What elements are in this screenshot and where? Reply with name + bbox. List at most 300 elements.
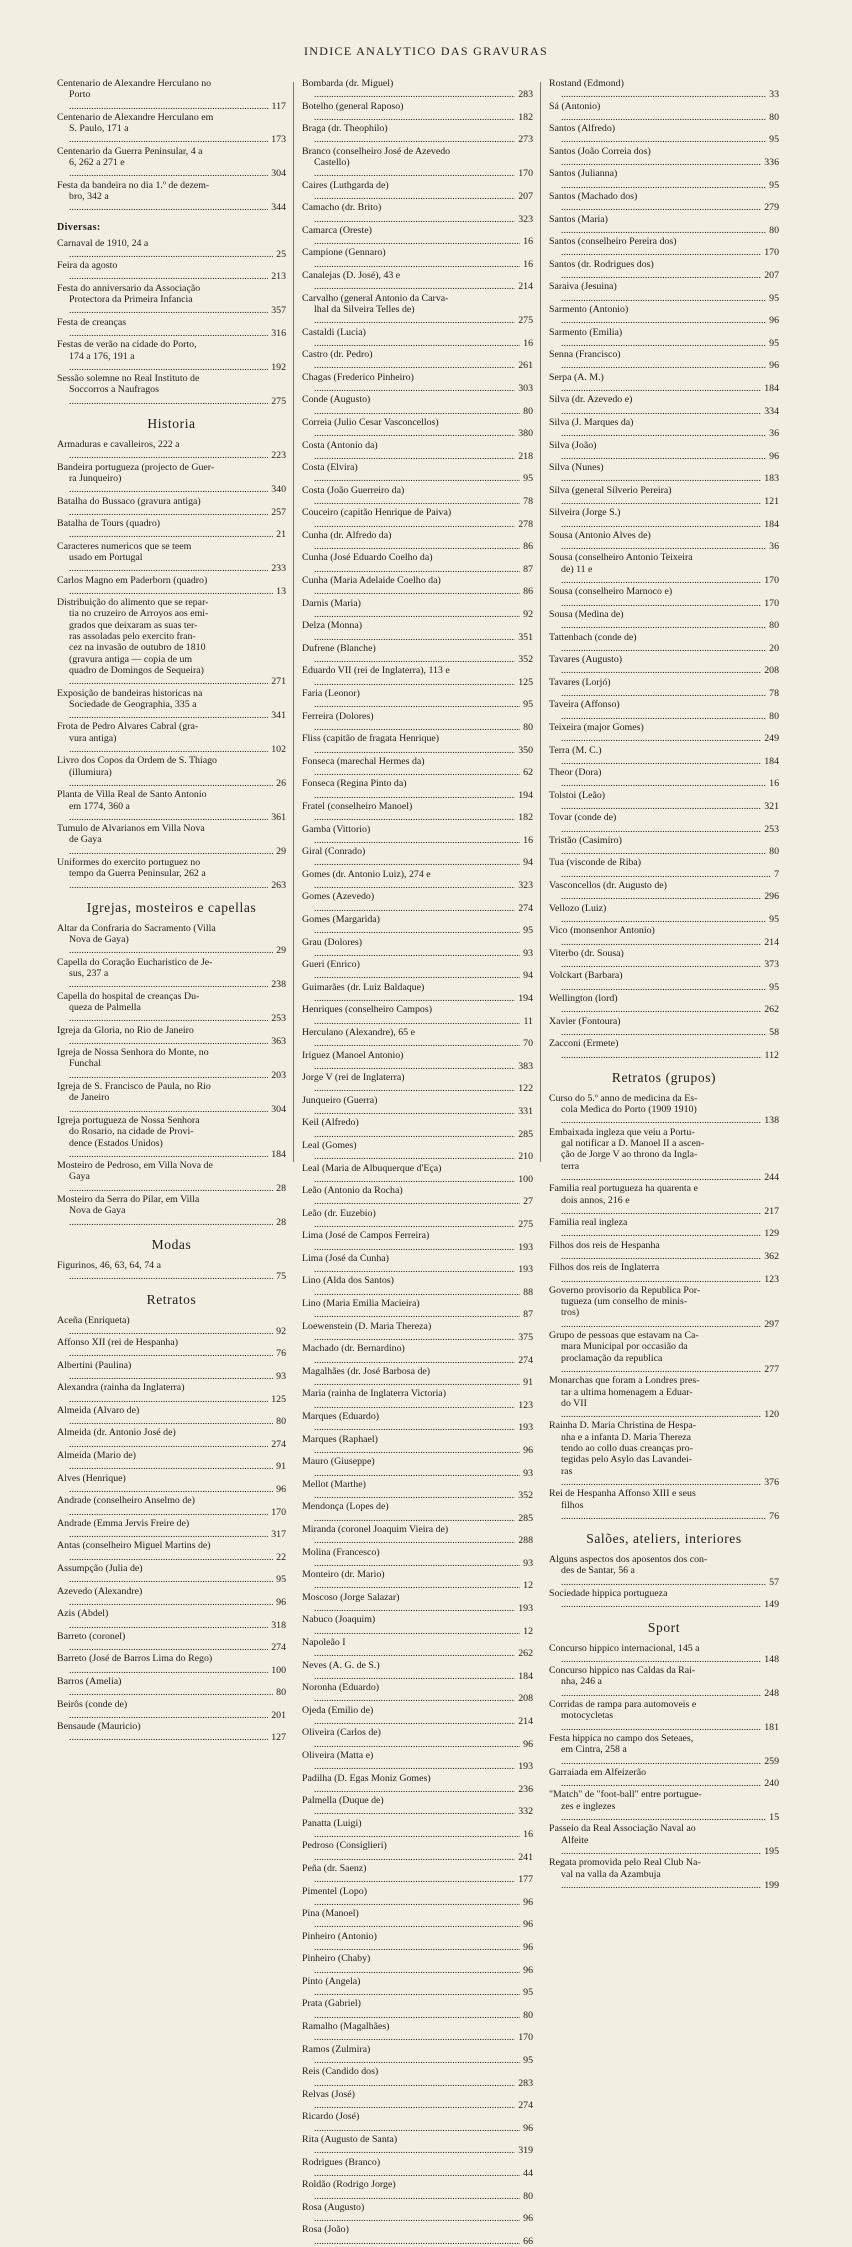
entry-title: Zacconi (Ermete) ..... [549,1038,753,1061]
entry-page-number: 273 [515,134,533,145]
entry-title: Saraiva (Jesuina) ..... [549,281,753,304]
index-entry [57,339,286,373]
entry-title: Fonseca (Regina Pinto da) ..... [302,778,507,801]
index-entry [302,1931,533,1954]
entry-title: Darnis (Maria) ..... [302,598,507,621]
entry-page-number: 92 [273,1326,286,1337]
entry-page-number: 95 [520,473,533,484]
index-entry [57,1360,286,1383]
entry-page-number: 125 [515,677,533,688]
entry-page-number: 297 [761,1319,779,1330]
entry-title: Panatta (Luigi) ..... [302,1818,507,1841]
entry-page-number: 12 [520,1580,533,1591]
index-entry [302,1953,533,1976]
entry-title: Festa do anniversario da Associação Protectora da Primeira Infancia ..... [57,283,260,317]
entry-page-number: 177 [515,1874,533,1885]
index-entry [57,1473,286,1496]
entry-title: Branco (conselheiro José de Azevedo Castello) ..... [302,146,507,180]
entry-title: Feira da agosto ..... [57,260,260,283]
entry-page-number: 357 [268,305,286,316]
index-entry [549,530,779,553]
entry-title: Concurso hippico internacional, 145 a ..... [549,1643,753,1666]
entry-page-number: 304 [268,1104,286,1115]
index-entry [302,1366,533,1389]
index-entry [549,304,779,327]
entry-page-number: 201 [268,1710,286,1721]
entry-title: Guimarães (dr. Luiz Baldaque) ..... [302,982,507,1005]
entry-page-number: 93 [273,1371,286,1382]
entry-page-number: 275 [515,1219,533,1230]
entry-title: Regata promovida pelo Real Club Na- val na valla da Azambuja ..... [549,1857,753,1891]
index-entry [549,1588,779,1611]
index-entry [302,270,533,293]
entry-page-number: 184 [761,383,779,394]
index-entry [549,1217,779,1240]
entry-page-number: 236 [515,1784,533,1795]
entry-title: Pina (Manoel) ..... [302,1908,507,1931]
entry-page-number: 80 [520,406,533,417]
index-entry [57,78,286,112]
index-entry [302,1863,533,1886]
index-entry [57,1495,286,1518]
index-entry [302,1117,533,1140]
index-entry [549,745,779,768]
entry-page-number: 352 [515,1490,533,1501]
entry-title: Neves (A. G. de S.) ..... [302,1660,507,1683]
entry-title: Couceiro (capitão Henrique de Paiva) ..... [302,507,507,530]
entry-page-number: 120 [761,1409,779,1420]
entry-page-number: 96 [520,1739,533,1750]
entry-title: Assumpção (Julia de) ..... [57,1563,260,1586]
index-entry [302,1095,533,1118]
entry-page-number: 138 [761,1115,779,1126]
index-entry [549,507,779,530]
entry-title: Azevedo (Alexandre) ..... [57,1586,260,1609]
index-entry [57,1540,286,1563]
index-entry [302,1727,533,1750]
entry-title: Gomes (Margarida) ..... [302,914,507,937]
entry-title: Sarmento (Antonio) ..... [549,304,753,327]
index-entry [302,620,533,643]
index-column-middle [302,78,533,2247]
entry-title: Fratel (conselheiro Manoel) ..... [302,801,507,824]
entry-title: Ramalho (Magalhães) ..... [302,2021,507,2044]
entry-page-number: 380 [515,428,533,439]
entry-title: Mauro (Giuseppe) ..... [302,1456,507,1479]
entry-title: Andrade (Emma Jervis Freire de) ..... [57,1518,260,1541]
index-entry [302,552,533,575]
index-entry [549,1789,779,1823]
index-entry [549,372,779,395]
index-entry [302,2089,533,2112]
column-divider [540,82,541,1162]
entry-page-number: 194 [515,790,533,801]
index-entry [549,123,779,146]
entry-title: Tattenbach (conde de) ..... [549,632,753,655]
index-entry [549,654,779,677]
entry-page-number: 95 [273,1574,286,1585]
entry-title: Palmella (Duque de) ..... [302,1795,507,1818]
entry-page-number: 261 [515,360,533,371]
index-column-left [57,78,286,1744]
entry-page-number: 274 [515,903,533,914]
entry-page-number: 341 [268,710,286,721]
entry-page-number: 170 [761,598,779,609]
entry-page-number: 257 [268,507,286,518]
entry-page-number: 123 [515,1400,533,1411]
entry-page-number: 223 [268,450,286,461]
index-entry [57,789,286,823]
entry-page-number: 28 [273,1217,286,1228]
entry-title: Santos (dr. Rodrigues dos) ..... [549,259,753,282]
entry-title: Santos (Julianna) ..... [549,168,753,191]
index-entry [302,1004,533,1027]
index-entry [302,1908,533,1931]
entry-title: Mendonça (Lopes de) ..... [302,1501,507,1524]
entry-page-number: 262 [761,1004,779,1015]
entry-title: Frota de Pedro Alvares Cabral (gra- vura antiga) ..... [57,721,260,755]
index-entry [302,485,533,508]
entry-page-number: 95 [520,1987,533,1998]
entry-page-number: 184 [515,1671,533,1682]
subsection-heading: Diversas: [57,221,101,233]
entry-page-number: 194 [515,993,533,1004]
index-entry [57,1721,286,1744]
index-entry [57,1405,286,1428]
entry-title: Ramos (Zulmira) ..... [302,2044,507,2067]
entry-title: Tristão (Casimiro) ..... [549,835,753,858]
entry-page-number: 316 [268,328,286,339]
entry-page-number: 80 [520,722,533,733]
entry-title: Costa (Antonio da) ..... [302,440,507,463]
entry-title: Pinto (Angela) ..... [302,1976,507,1999]
index-entry [302,1569,533,1592]
index-entry [549,722,779,745]
entry-page-number: 95 [520,699,533,710]
index-entry [302,598,533,621]
index-entry [549,1093,779,1127]
entry-page-number: 278 [515,519,533,530]
entry-title: Silva (Nunes) ..... [549,462,753,485]
entry-title: Oliveira (Matta e) ..... [302,1750,507,1773]
index-entry [549,970,779,993]
entry-page-number: 36 [766,428,779,439]
entry-title: Garraiada em Alfeizerão ..... [549,1767,753,1790]
entry-page-number: 184 [761,756,779,767]
index-entry [302,688,533,711]
index-entry [302,123,533,146]
index-entry [549,1262,779,1285]
entry-title: Theor (Dora) ..... [549,767,753,790]
entry-title: Caires (Luthgarda de) ..... [302,180,507,203]
entry-title: Chagas (Frederico Pinheiro) ..... [302,372,507,395]
entry-page-number: 285 [515,1513,533,1524]
entry-page-number: 303 [515,383,533,394]
entry-title: Lino (Maria Emilia Macieira) ..... [302,1298,507,1321]
entry-page-number: 96 [520,1897,533,1908]
entry-title: Passeio da Real Associação Naval ao Alfeite ..... [549,1823,753,1857]
entry-page-number: 274 [515,2100,533,2111]
index-entry [549,214,779,237]
entry-page-number: 92 [520,609,533,620]
index-entry [549,677,779,700]
index-entry [549,1240,779,1263]
entry-page-number: 376 [761,1477,779,1488]
entry-page-number: 29 [273,846,286,857]
entry-title: Exposição de bandeiras historicas na Sociedade de Geographia, 335 a ..... [57,688,260,722]
entry-page-number: 148 [761,1654,779,1665]
index-entry [549,485,779,508]
entry-title: Santos (Maria) ..... [549,214,753,237]
entry-title: Wellington (lord) ..... [549,993,753,1016]
entry-title: Festas de verão na cidade do Porto, 174 a 176, 191 a ..... [57,339,260,373]
entry-page-number: 241 [515,1852,533,1863]
entry-title: Familia real ingleza ..... [549,1217,753,1240]
index-entry [549,440,779,463]
index-entry [302,372,533,395]
index-entry [549,1857,779,1891]
entry-page-number: 117 [269,101,286,112]
entry-page-number: 184 [268,1149,286,1160]
entry-page-number: 208 [761,665,779,676]
index-entry [302,1411,533,1434]
entry-title: Delza (Monna) ..... [302,620,507,643]
index-entry [302,327,533,350]
index-entry [549,1823,779,1857]
entry-page-number: 86 [520,541,533,552]
entry-title: Santos (Machado dos) ..... [549,191,753,214]
entry-title: Affonso XII (rei de Hespanha) ..... [57,1337,260,1360]
entry-page-number: 20 [766,643,779,654]
entry-title: Lima (José de Campos Ferreira) ..... [302,1230,507,1253]
entry-page-number: 182 [515,812,533,823]
entry-page-number: 214 [761,937,779,948]
index-entry [57,1586,286,1609]
entry-title: Governo provisorio da Republica Por- tugueza (um conselho de minis- tros) ..... [549,1285,753,1330]
entry-page-number: 181 [761,1722,779,1733]
entry-page-number: 96 [520,2213,533,2224]
entry-title: Carnaval de 1910, 24 a ..... [57,238,260,261]
index-entry [302,1163,533,1186]
index-entry [549,1643,779,1666]
entry-page-number: 80 [766,112,779,123]
entry-title: Caracteres numericos que se teem usado em Portugal ..... [57,541,260,575]
entry-page-number: 78 [766,688,779,699]
entry-title: Lima (José da Cunha) ..... [302,1253,507,1276]
entry-page-number: 344 [268,202,286,213]
entry-title: Igreja da Gloria, no Rio de Janeiro ..... [57,1025,260,1048]
index-entry [302,801,533,824]
entry-title: Silva (J. Marques da) ..... [549,417,753,440]
index-entry [549,259,779,282]
entry-page-number: 318 [268,1620,286,1631]
index-entry [549,78,779,101]
entry-title: Jorge V (rei de Inglaterra) ..... [302,1072,507,1095]
index-entry [549,191,779,214]
entry-page-number: 363 [268,1036,286,1047]
entry-page-number: 262 [515,1648,533,1659]
entry-title: Batalha de Tours (quadro) ..... [57,518,260,541]
index-entry [549,790,779,813]
entry-page-number: 94 [520,857,533,868]
index-entry [302,1321,533,1344]
entry-title: Gomes (Azevedo) ..... [302,891,507,914]
entry-title: Peña (dr. Saenz) ..... [302,1863,507,1886]
index-entry [57,991,286,1025]
entry-page-number: 208 [515,1693,533,1704]
entry-page-number: 277 [761,1364,779,1375]
index-entry [57,923,286,957]
index-entry [57,518,286,541]
entry-title: Cunha (José Eduardo Coelho da) ..... [302,552,507,575]
index-entry [549,1767,779,1790]
index-entry [302,180,533,203]
entry-page-number: 279 [761,202,779,213]
entry-page-number: 12 [520,1626,533,1637]
entry-page-number: 304 [268,168,286,179]
entry-title: Almeida (dr. Antonio José de) ..... [57,1427,260,1450]
entry-page-number: 331 [515,1106,533,1117]
index-entry [302,1886,533,1909]
entry-title: Castro (dr. Pedro) ..... [302,349,507,372]
index-column-right [549,78,779,1891]
entry-title: Costa (João Guerreiro da) ..... [302,485,507,508]
entry-page-number: 283 [515,89,533,100]
index-entry [302,1998,533,2021]
entry-title: Cunha (Maria Adelaide Coelho da) ..... [302,575,507,598]
entry-title: Nabuco (Joaquim) ..... [302,1614,507,1637]
entry-page-number: 373 [761,959,779,970]
entry-title: Planta de Villa Real de Santo Antonio em 1774, 360 a ..... [57,789,260,823]
entry-title: Grau (Dolores) ..... [302,937,507,960]
entry-title: Sousa (conselheiro Antonio Teixeira de) 11 e ..... [549,552,753,586]
entry-title: Eduardo VII (rei de Inglaterra), 113 e ..... [302,665,507,688]
index-entry [57,957,286,991]
entry-page-number: 28 [273,1183,286,1194]
index-entry [57,1518,286,1541]
entry-page-number: 11 [520,1016,533,1027]
entry-page-number: 70 [520,1038,533,1049]
index-entry [302,2224,533,2247]
index-entry [549,1285,779,1330]
entry-title: Tua (visconde de Riba) ..... [549,857,753,880]
index-entry [549,1375,779,1420]
index-entry [549,948,779,971]
entry-page-number: 240 [761,1778,779,1789]
entry-page-number: 296 [761,891,779,902]
index-entry [549,394,779,417]
entry-title: Pedroso (Consiglieri) ..... [302,1840,507,1863]
entry-title: Leão (Antonio da Rocha) ..... [302,1185,507,1208]
entry-page-number: 93 [520,1468,533,1479]
index-entry [302,869,533,892]
index-entry [302,440,533,463]
index-entry [302,1027,533,1050]
entry-page-number: 7 [771,869,779,880]
entry-page-number: 195 [761,1846,779,1857]
entry-title: Bandeira portugueza (projecto de Guer- ra Junqueiro) ..... [57,462,260,496]
index-entry [302,778,533,801]
entry-title: Albertini (Paulina) ..... [57,1360,260,1383]
entry-title: Alexandra (rainha da Inglaterra) ..... [57,1382,260,1405]
entry-title: Dufrene (Blanche) ..... [302,643,507,666]
entry-title: Centenario da Guerra Peninsular, 4 a 6, 262 a 271 e ..... [57,146,260,180]
index-entry [57,1115,286,1160]
entry-title: Rainha D. Maria Christina de Hespa- nha e a infanta D. Maria Thereza tendo ao collo duas creanças pro- tegidas pelo Asylo das Lavandei- ras ..... [549,1420,753,1488]
index-entry [549,903,779,926]
entry-title: Vico (monsenhor Antonio) ..... [549,925,753,948]
entry-title: Beirôs (conde de) ..... [57,1699,260,1722]
entry-title: Sousa (Medina de) ..... [549,609,753,632]
entry-title: Monarchas que foram a Londres pres- tar a ultima homenagem a Eduar- do VII ..... [549,1375,753,1420]
entry-page-number: 95 [766,914,779,925]
index-entry [57,1382,286,1405]
entry-page-number: 285 [515,1129,533,1140]
entry-title: Azis (Abdel) ..... [57,1608,260,1631]
index-entry [302,1682,533,1705]
index-entry [302,247,533,270]
entry-page-number: 317 [268,1529,286,1540]
entry-page-number: 203 [268,1070,286,1081]
entry-title: Conde (Augusto) ..... [302,394,507,417]
index-entry [57,1653,286,1676]
index-entry [302,1140,533,1163]
section-heading: Modas [151,1236,192,1252]
index-entry [549,609,779,632]
index-entry [302,101,533,124]
index-entry [57,238,286,261]
entry-title: Oliveira (Carlos de) ..... [302,1727,507,1750]
entry-page-number: 29 [273,945,286,956]
index-entry [549,925,779,948]
entry-title: Loewenstein (D. Maria Thereza) ..... [302,1321,507,1344]
entry-page-number: 321 [761,801,779,812]
entry-page-number: 233 [268,563,286,574]
index-entry [549,1183,779,1217]
entry-title: Roldão (Rodrigo Jorge) ..... [302,2179,507,2202]
index-entry [57,439,286,462]
entry-title: Familia real portugueza ha quarenta e dois annos, 216 e ..... [549,1183,753,1217]
entry-page-number: 213 [268,271,286,282]
index-entry [302,665,533,688]
index-entry [549,236,779,259]
entry-page-number: 173 [268,134,286,145]
entry-title: Barros (Amelia) ..... [57,1676,260,1699]
entry-page-number: 93 [520,948,533,959]
entry-title: Altar da Confraria do Sacramento (Villa Nova de Gaya) ..... [57,923,260,957]
index-entry [57,1315,286,1338]
index-entry [57,496,286,519]
entry-title: Rei de Hespanha Affonso XIII e seus filhos ..... [549,1488,753,1522]
entry-title: Centenario de Alexandre Herculano em S. Paulo, 171 a ..... [57,112,260,146]
index-entry [302,1750,533,1773]
entry-page-number: 95 [766,338,779,349]
section-heading: Historia [147,416,196,432]
entry-title: Filhos dos reis de Inglaterra ..... [549,1262,753,1285]
index-entry [57,1450,286,1473]
entry-title: Corridas de rampa para automoveis e motocycletas ..... [549,1699,753,1733]
index-entry [549,462,779,485]
entry-title: Campione (Gennaro) ..... [302,247,507,270]
entry-page-number: 96 [766,451,779,462]
entry-title: Botelho (general Raposo) ..... [302,101,507,124]
index-entry [57,823,286,857]
index-entry [549,146,779,169]
entry-title: Faria (Leonor) ..... [302,688,507,711]
index-entry [302,914,533,937]
index-entry [57,1563,286,1586]
entry-page-number: 27 [520,1196,533,1207]
